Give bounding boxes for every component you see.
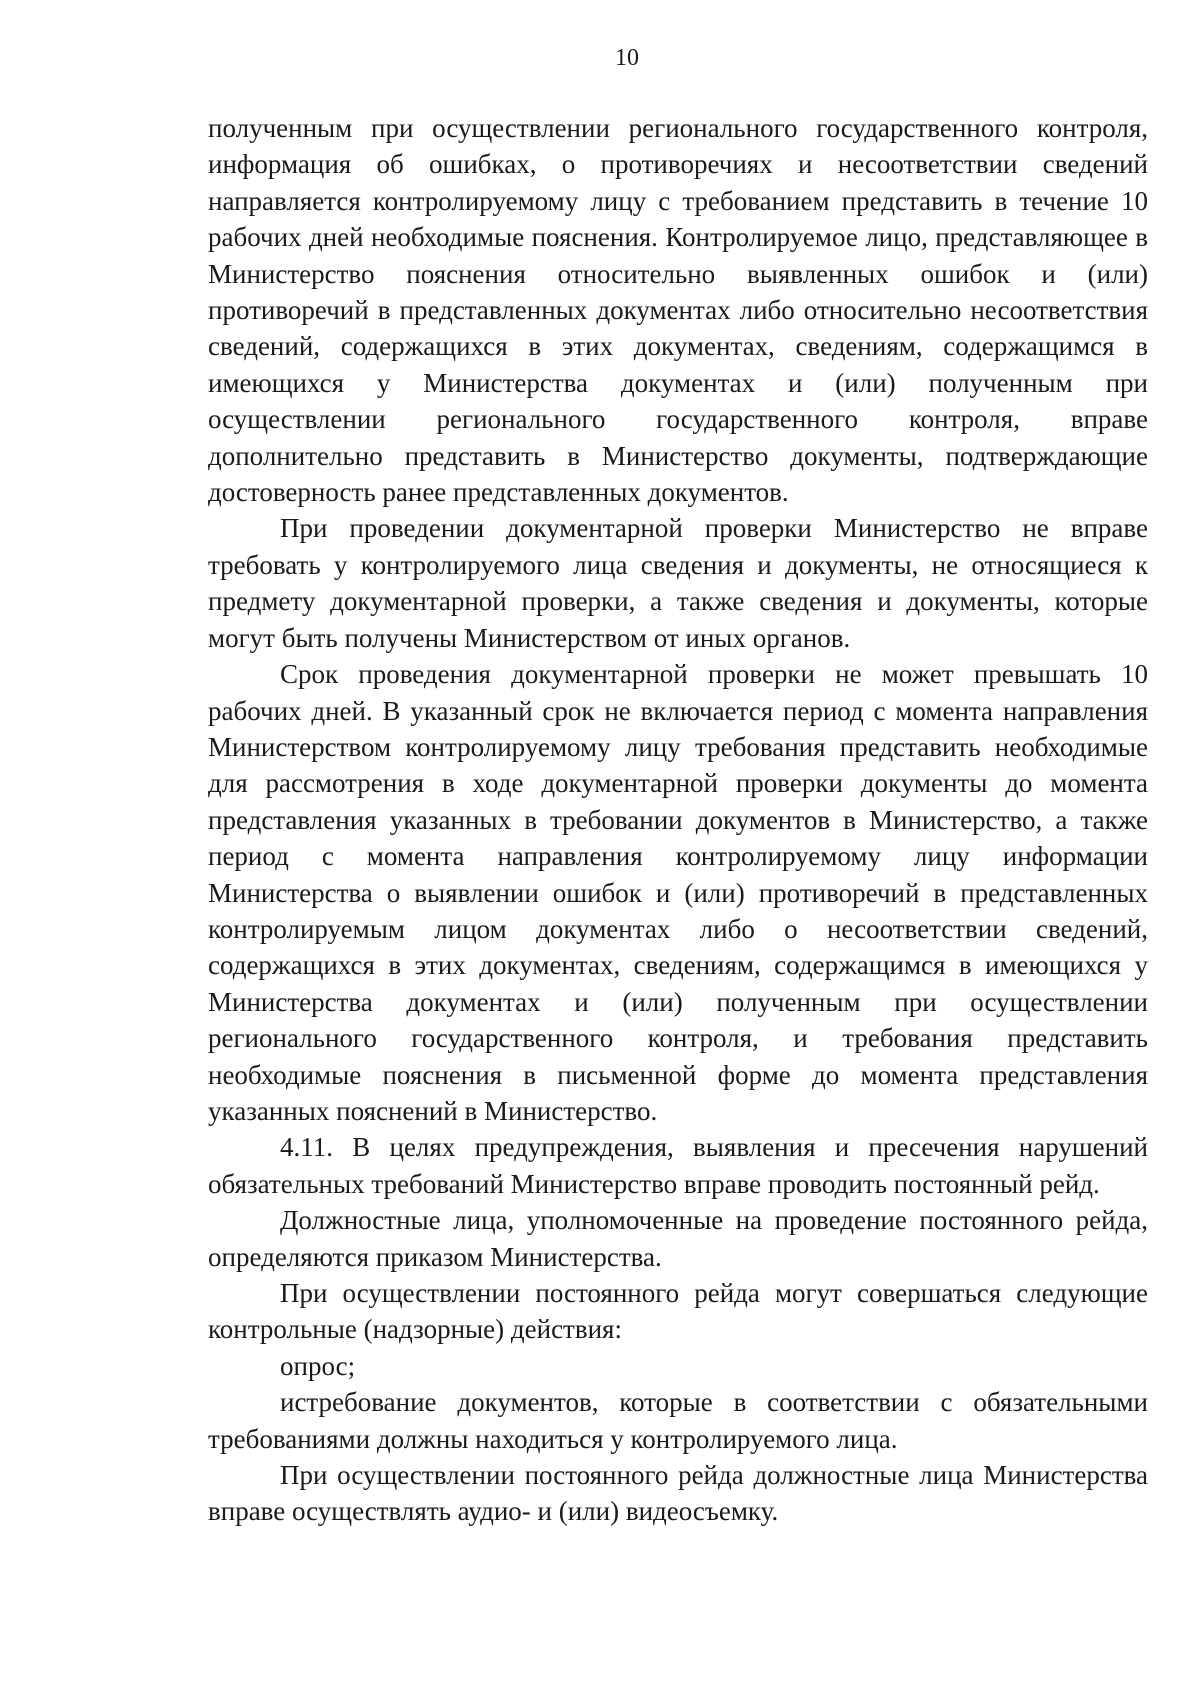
paragraph-raid-actions-intro: При осуществлении постоянного рейда могут совершаться следующие контрольные (надзорные) действия: <box>208 1278 1148 1345</box>
paragraph-continuation: полученным при осуществлении регионального государственного контроля, информация об ошибках, о противоречиях и несоответствии сведений направляется контролируемому лицу с требованием представить в течение 10 рабочих дней необходимые пояснения. Контролируемое лицо, представляющее в Министерство пояснения относительно выявленных ошибок и (или) противоречий в представленных документах либо относительно несоответствия сведений, содержащихся в этих документах, сведениям, содержащимся в имеющихся у Министерства документах и (или) полученным при осуществлении регионального государственного контроля, вправе дополнительно представить в Министерство документы, подтверждающие достоверность ранее представленных документов. <box>208 113 1148 508</box>
paragraph-section-4-11: 4.11. В целях предупреждения, выявления и пресечения нарушений обязательных требований Министерство вправе проводить постоянный рейд. <box>208 1132 1148 1199</box>
page-number: 10 <box>615 45 639 71</box>
paragraph-documentary-check-term: Срок проведения документарной проверки не может превышать 10 рабочих дней. В указанный срок не включается период с момента направления Министерством контролируемому лицу требования представить необходимые для рассмотрения в ходе документарной проверки документы до момента представления указанных в требовании документов в Министерство, а также период с момента направления контролируемому лицу информации Министерства о выявлении ошибок и (или) противоречий в представленных контролируемым лицом документах либо о несоответствии сведений, содержащихся в этих документах, сведениям, содержащимся в имеющихся у Министерства документах и (или) полученным при осуществлении регионального государственного контроля, и требования представить необходимые пояснения в письменной форме до момента представления указанных пояснений в Министерство. <box>208 659 1148 1126</box>
paragraph-audio-video-recording: При осуществлении постоянного рейда должностные лица Министерства вправе осуществлять аудио- и (или) видеосъемку. <box>208 1460 1148 1527</box>
paragraph-authorized-officials: Должностные лица, уполномоченные на проведение постоянного рейда, определяются приказом Министерства. <box>208 1205 1148 1272</box>
list-item-document-request: истребование документов, которые в соответствии с обязательными требованиями должны находиться у контролируемого лица. <box>208 1387 1148 1454</box>
list-item-survey: опрос; <box>280 1350 356 1381</box>
document-body <box>208 110 1148 1530</box>
paragraph-documentary-check-restrictions: При проведении документарной проверки Министерство не вправе требовать у контролируемого лица сведения и документы, не относящиеся к предмету документарной проверки, а также сведения и документы, которые могут быть получены Министерством от иных органов. <box>208 513 1148 653</box>
